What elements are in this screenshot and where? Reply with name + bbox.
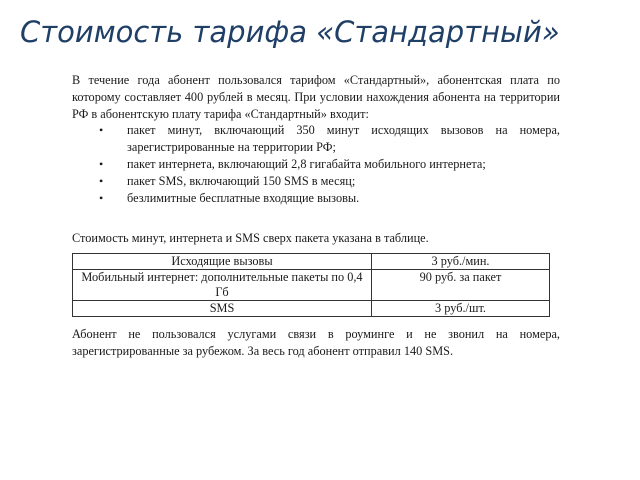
tariff-table [72,253,550,317]
list-item [72,173,560,190]
slide-title: Стоимость тарифа «Стандартный» [20,15,560,49]
table-cell-price: 3 руб./шт. [372,301,550,317]
intro-paragraph: В течение года абонент пользовался тарифом «Стандартный», абонентская плата по которому составляет 400 рублей в месяц. При условии нахождения абонента на территории РФ в абонентскую плату тарифа «Стандартный» входит: [72,73,560,121]
list-item [72,156,560,173]
table-cell-service: SMS [73,301,372,317]
bullet-icon: • [99,173,104,188]
document-body [72,72,560,360]
table-intro: Стоимость минут, интернета и SMS сверх пакета указана в таблице. [72,231,429,246]
list-item-text: пакет минут, включающий 350 минут исходящих вызовов на номера, зарегистрированные на территории РФ; [127,123,560,155]
included-services-list [72,122,560,206]
closing-paragraph: Абонент не пользовался услугами связи в роуминге и не звонил на номера, зарегистрированные за рубежом. За весь год абонент отправил 140 SMS. [72,327,560,358]
list-item-text: пакет SMS, включающий 150 SMS в месяц; [127,173,356,188]
table-cell-service: Исходящие вызовы [73,254,372,270]
table-row [73,301,550,317]
list-item-text: пакет интернета, включающий 2,8 гигабайта мобильного интернета; [127,156,486,171]
table-cell-service: Мобильный интернет: дополнительные пакеты по 0,4 Гб [73,270,372,301]
list-item-text: безлимитные бесплатные входящие вызовы. [127,190,360,205]
bullet-icon: • [99,123,104,138]
spacer [72,206,560,230]
bullet-icon: • [99,190,104,205]
table-row [73,270,550,301]
table-cell-price: 90 руб. за пакет [372,270,550,301]
list-item [72,190,560,207]
list-item [72,122,560,156]
table-row [73,254,550,270]
table-cell-price: 3 руб./мин. [372,254,550,270]
bullet-icon: • [99,156,104,171]
